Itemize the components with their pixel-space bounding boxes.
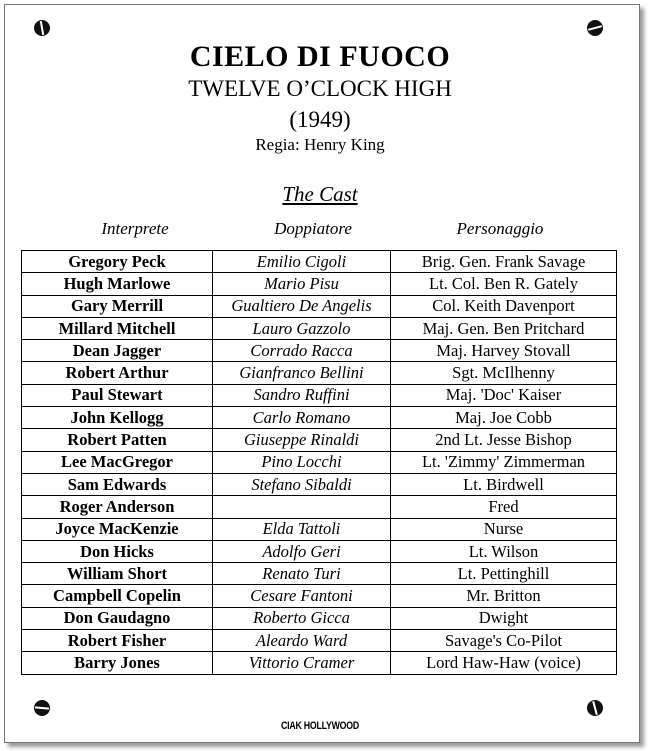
- role-cell: Lord Haw-Haw (voice): [391, 652, 617, 674]
- dubber-cell: Vittorio Cramer: [213, 652, 391, 674]
- table-row: [22, 451, 617, 473]
- role-cell: Lt. Col. Ben R. Gately: [391, 273, 617, 295]
- actor-cell: Barry Jones: [22, 652, 213, 674]
- table-row: [22, 362, 617, 384]
- dubber-cell: Lauro Gazzolo: [213, 317, 391, 339]
- column-header-role: Personaggio: [456, 219, 544, 238]
- column-header-dubber: Doppiatore: [274, 219, 352, 238]
- actor-cell: Don Gaudagno: [22, 607, 213, 629]
- table-row: [22, 317, 617, 339]
- table-row: [22, 273, 617, 295]
- table-row: [22, 340, 617, 362]
- dubber-cell: Corrado Racca: [213, 340, 391, 362]
- actor-cell: John Kellogg: [22, 407, 213, 429]
- dubber-cell: Emilio Cigoli: [213, 251, 391, 273]
- table-row: [22, 251, 617, 273]
- table-row: [22, 496, 617, 518]
- column-header-actor: Interprete: [101, 219, 169, 238]
- actor-cell: Joyce MacKenzie: [22, 518, 213, 540]
- cast-table: [21, 250, 617, 675]
- actor-cell: Robert Arthur: [22, 362, 213, 384]
- role-cell: Lt. 'Zimmy' Zimmerman: [391, 451, 617, 473]
- table-row: [22, 585, 617, 607]
- page-title: CIELO DI FUOCO: [189, 40, 451, 73]
- dubber-cell: Pino Locchi: [213, 451, 391, 473]
- table-row: [22, 518, 617, 540]
- actor-cell: Gary Merrill: [22, 295, 213, 317]
- dubber-cell: Renato Turi: [213, 563, 391, 585]
- role-cell: Maj. 'Doc' Kaiser: [391, 384, 617, 406]
- dubber-cell: Giuseppe Rinaldi: [213, 429, 391, 451]
- role-cell: Savage's Co-Pilot: [391, 630, 617, 652]
- actor-cell: Robert Patten: [22, 429, 213, 451]
- role-cell: 2nd Lt. Jesse Bishop: [391, 429, 617, 451]
- role-cell: Mr. Britton: [391, 585, 617, 607]
- role-cell: Col. Keith Davenport: [391, 295, 617, 317]
- dubber-cell: Cesare Fantoni: [213, 585, 391, 607]
- role-cell: Fred: [391, 496, 617, 518]
- actor-cell: Dean Jagger: [22, 340, 213, 362]
- screw-icon: [587, 20, 603, 36]
- dubber-cell: Elda Tattoli: [213, 518, 391, 540]
- director-credit: Regia: Henry King: [255, 135, 385, 154]
- original-title: TWELVE O’CLOCK HIGH: [188, 76, 452, 101]
- dubber-cell: Stefano Sibaldi: [213, 473, 391, 495]
- screw-icon: [587, 700, 603, 716]
- actor-cell: Don Hicks: [22, 540, 213, 562]
- actor-cell: Hugh Marlowe: [22, 273, 213, 295]
- release-year: (1949): [289, 107, 351, 132]
- screw-icon: [34, 700, 50, 716]
- role-cell: Lt. Birdwell: [391, 473, 617, 495]
- actor-cell: Robert Fisher: [22, 630, 213, 652]
- dubber-cell: Gianfranco Bellini: [213, 362, 391, 384]
- dubber-cell: Adolfo Geri: [213, 540, 391, 562]
- actor-cell: Sam Edwards: [22, 473, 213, 495]
- role-cell: Brig. Gen. Frank Savage: [391, 251, 617, 273]
- dubber-cell: Carlo Romano: [213, 407, 391, 429]
- dubber-cell: Gualtiero De Angelis: [213, 295, 391, 317]
- table-row: [22, 540, 617, 562]
- table-row: [22, 384, 617, 406]
- table-row: [22, 295, 617, 317]
- actor-cell: Roger Anderson: [22, 496, 213, 518]
- actor-cell: Millard Mitchell: [22, 317, 213, 339]
- table-row: [22, 407, 617, 429]
- actor-cell: Lee MacGregor: [22, 451, 213, 473]
- role-cell: Nurse: [391, 518, 617, 540]
- actor-cell: Paul Stewart: [22, 384, 213, 406]
- logo: CIAK HOLLYWOOD: [281, 720, 359, 732]
- table-row: [22, 607, 617, 629]
- table-row: [22, 630, 617, 652]
- actor-cell: Gregory Peck: [22, 251, 213, 273]
- role-cell: Lt. Pettinghill: [391, 563, 617, 585]
- cast-heading: The Cast: [282, 182, 358, 206]
- dubber-cell: Roberto Gicca: [213, 607, 391, 629]
- dubber-cell: [213, 496, 391, 518]
- role-cell: Maj. Joe Cobb: [391, 407, 617, 429]
- actor-cell: Campbell Copelin: [22, 585, 213, 607]
- screw-icon: [34, 20, 50, 36]
- role-cell: Lt. Wilson: [391, 540, 617, 562]
- table-row: [22, 473, 617, 495]
- actor-cell: William Short: [22, 563, 213, 585]
- role-cell: Maj. Gen. Ben Pritchard: [391, 317, 617, 339]
- dubber-cell: Aleardo Ward: [213, 630, 391, 652]
- table-row: [22, 652, 617, 674]
- role-cell: Maj. Harvey Stovall: [391, 340, 617, 362]
- table-row: [22, 429, 617, 451]
- dubber-cell: Mario Pisu: [213, 273, 391, 295]
- dubber-cell: Sandro Ruffini: [213, 384, 391, 406]
- table-row: [22, 563, 617, 585]
- role-cell: Sgt. McIlhenny: [391, 362, 617, 384]
- role-cell: Dwight: [391, 607, 617, 629]
